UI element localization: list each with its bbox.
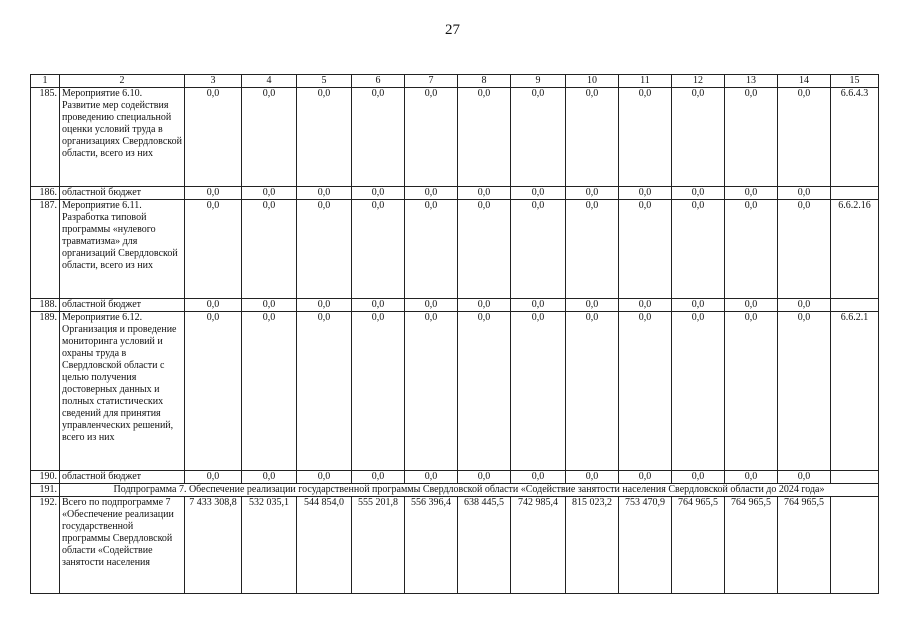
column-header: 14 [778, 75, 831, 88]
column-header: 12 [672, 75, 725, 88]
table-row [31, 312, 879, 471]
row-description: областной бюджет [60, 299, 185, 312]
value-cell: 764 965,5 [725, 497, 778, 594]
table-row [31, 187, 879, 200]
value-cell: 0,0 [511, 471, 566, 484]
value-cell: 0,0 [566, 312, 619, 471]
value-cell: 0,0 [778, 312, 831, 471]
value-cell: 0,0 [242, 187, 297, 200]
column-header: 11 [619, 75, 672, 88]
value-cell: 0,0 [297, 312, 352, 471]
value-cell: 742 985,4 [511, 497, 566, 594]
row-description: Всего по подпрограмме 7 «Обеспечение реализации государственной программы Свердловской области «Содействие занятости населения [60, 497, 185, 594]
value-cell: 0,0 [297, 187, 352, 200]
column-header: 2 [60, 75, 185, 88]
value-cell: 0,0 [619, 299, 672, 312]
value-cell: 0,0 [352, 471, 405, 484]
row-description: Мероприятие 6.10. Развитие мер содействия проведению специальной оценки условий труда в организациях Свердловской области, всего из них [60, 88, 185, 187]
value-cell: 7 433 308,8 [185, 497, 242, 594]
row-description: областной бюджет [60, 187, 185, 200]
value-cell: 0,0 [672, 312, 725, 471]
value-cell: 0,0 [619, 312, 672, 471]
value-cell: 0,0 [672, 88, 725, 187]
reference-cell: 6.6.4.3 [831, 88, 879, 187]
column-header: 7 [405, 75, 458, 88]
row-description: Мероприятие 6.11. Разработка типовой программы «нулевого травматизма» для организаций Свердловской области, всего из них [60, 200, 185, 299]
value-cell: 0,0 [297, 88, 352, 187]
reference-cell [831, 299, 879, 312]
value-cell: 0,0 [511, 88, 566, 187]
header-row [31, 75, 879, 88]
value-cell: 0,0 [778, 187, 831, 200]
value-cell: 0,0 [511, 187, 566, 200]
column-header: 1 [31, 75, 60, 88]
reference-cell [831, 497, 879, 594]
value-cell: 0,0 [511, 200, 566, 299]
value-cell: 0,0 [672, 200, 725, 299]
value-cell: 0,0 [566, 299, 619, 312]
value-cell: 0,0 [185, 312, 242, 471]
value-cell: 0,0 [185, 88, 242, 187]
value-cell: 638 445,5 [458, 497, 511, 594]
value-cell: 0,0 [566, 200, 619, 299]
value-cell: 0,0 [242, 88, 297, 187]
value-cell: 544 854,0 [297, 497, 352, 594]
value-cell: 0,0 [778, 200, 831, 299]
row-number: 186. [31, 187, 60, 200]
column-header: 3 [185, 75, 242, 88]
value-cell: 0,0 [242, 299, 297, 312]
value-cell: 0,0 [619, 471, 672, 484]
row-number: 187. [31, 200, 60, 299]
row-number: 189. [31, 312, 60, 471]
table-row [31, 88, 879, 187]
value-cell: 0,0 [352, 187, 405, 200]
value-cell: 0,0 [672, 299, 725, 312]
value-cell: 0,0 [352, 200, 405, 299]
value-cell: 0,0 [458, 312, 511, 471]
column-header: 5 [297, 75, 352, 88]
value-cell: 0,0 [566, 187, 619, 200]
value-cell: 0,0 [778, 471, 831, 484]
page-number: 27 [445, 22, 460, 38]
column-header: 10 [566, 75, 619, 88]
value-cell: 0,0 [352, 88, 405, 187]
value-cell: 815 023,2 [566, 497, 619, 594]
value-cell: 0,0 [242, 471, 297, 484]
value-cell: 0,0 [725, 299, 778, 312]
value-cell: 0,0 [352, 312, 405, 471]
value-cell: 764 965,5 [672, 497, 725, 594]
reference-cell: 6.6.2.16 [831, 200, 879, 299]
value-cell: 0,0 [458, 200, 511, 299]
row-description: Мероприятие 6.12. Организация и проведение мониторинга условий и охраны труда в Свердловской области с целью получения достоверных данных и полных статистических сведений для принятия управленческих решений, всего из них [60, 312, 185, 471]
value-cell: 0,0 [566, 88, 619, 187]
reference-cell: 6.6.2.1 [831, 312, 879, 471]
value-cell: 0,0 [352, 299, 405, 312]
value-cell: 0,0 [672, 187, 725, 200]
value-cell: 0,0 [458, 471, 511, 484]
value-cell: 0,0 [185, 187, 242, 200]
value-cell: 0,0 [297, 471, 352, 484]
value-cell: 0,0 [672, 471, 725, 484]
value-cell: 0,0 [185, 299, 242, 312]
row-number: 190. [31, 471, 60, 484]
column-header: 15 [831, 75, 879, 88]
value-cell: 0,0 [405, 312, 458, 471]
value-cell: 0,0 [242, 200, 297, 299]
row-number: 191. [31, 484, 60, 497]
value-cell: 0,0 [619, 187, 672, 200]
budget-table [30, 74, 879, 594]
value-cell: 0,0 [405, 299, 458, 312]
table-row [31, 299, 879, 312]
table-row [31, 200, 879, 299]
value-cell: 555 201,8 [352, 497, 405, 594]
value-cell: 0,0 [566, 471, 619, 484]
reference-cell [831, 187, 879, 200]
value-cell: 0,0 [725, 312, 778, 471]
column-header: 8 [458, 75, 511, 88]
value-cell: 0,0 [405, 187, 458, 200]
value-cell: 0,0 [185, 471, 242, 484]
table-row [31, 484, 879, 497]
value-cell: 0,0 [778, 299, 831, 312]
value-cell: 0,0 [725, 88, 778, 187]
value-cell: 0,0 [725, 200, 778, 299]
row-description: областной бюджет [60, 471, 185, 484]
value-cell: 0,0 [458, 299, 511, 312]
column-header: 13 [725, 75, 778, 88]
row-number: 188. [31, 299, 60, 312]
value-cell: 0,0 [725, 187, 778, 200]
value-cell: 0,0 [725, 471, 778, 484]
reference-cell [831, 471, 879, 484]
value-cell: 0,0 [405, 471, 458, 484]
value-cell: 0,0 [185, 200, 242, 299]
value-cell: 0,0 [405, 200, 458, 299]
row-number: 185. [31, 88, 60, 187]
table-row [31, 497, 879, 594]
table-row [31, 471, 879, 484]
row-number: 192. [31, 497, 60, 594]
value-cell: 0,0 [458, 88, 511, 187]
value-cell: 556 396,4 [405, 497, 458, 594]
value-cell: 0,0 [242, 312, 297, 471]
value-cell: 0,0 [297, 200, 352, 299]
column-header: 4 [242, 75, 297, 88]
value-cell: 0,0 [619, 200, 672, 299]
value-cell: 0,0 [297, 299, 352, 312]
value-cell: 0,0 [511, 312, 566, 471]
value-cell: 0,0 [458, 187, 511, 200]
value-cell: 0,0 [511, 299, 566, 312]
value-cell: 532 035,1 [242, 497, 297, 594]
value-cell: 0,0 [778, 88, 831, 187]
value-cell: 0,0 [405, 88, 458, 187]
column-header: 9 [511, 75, 566, 88]
value-cell: 753 470,9 [619, 497, 672, 594]
subprogram-title: Подпрограмма 7. Обеспечение реализации государственной программы Свердловской области «Содействие занятости населения Свердловской области до 2024 года» [60, 484, 879, 497]
value-cell: 764 965,5 [778, 497, 831, 594]
column-header: 6 [352, 75, 405, 88]
value-cell: 0,0 [619, 88, 672, 187]
